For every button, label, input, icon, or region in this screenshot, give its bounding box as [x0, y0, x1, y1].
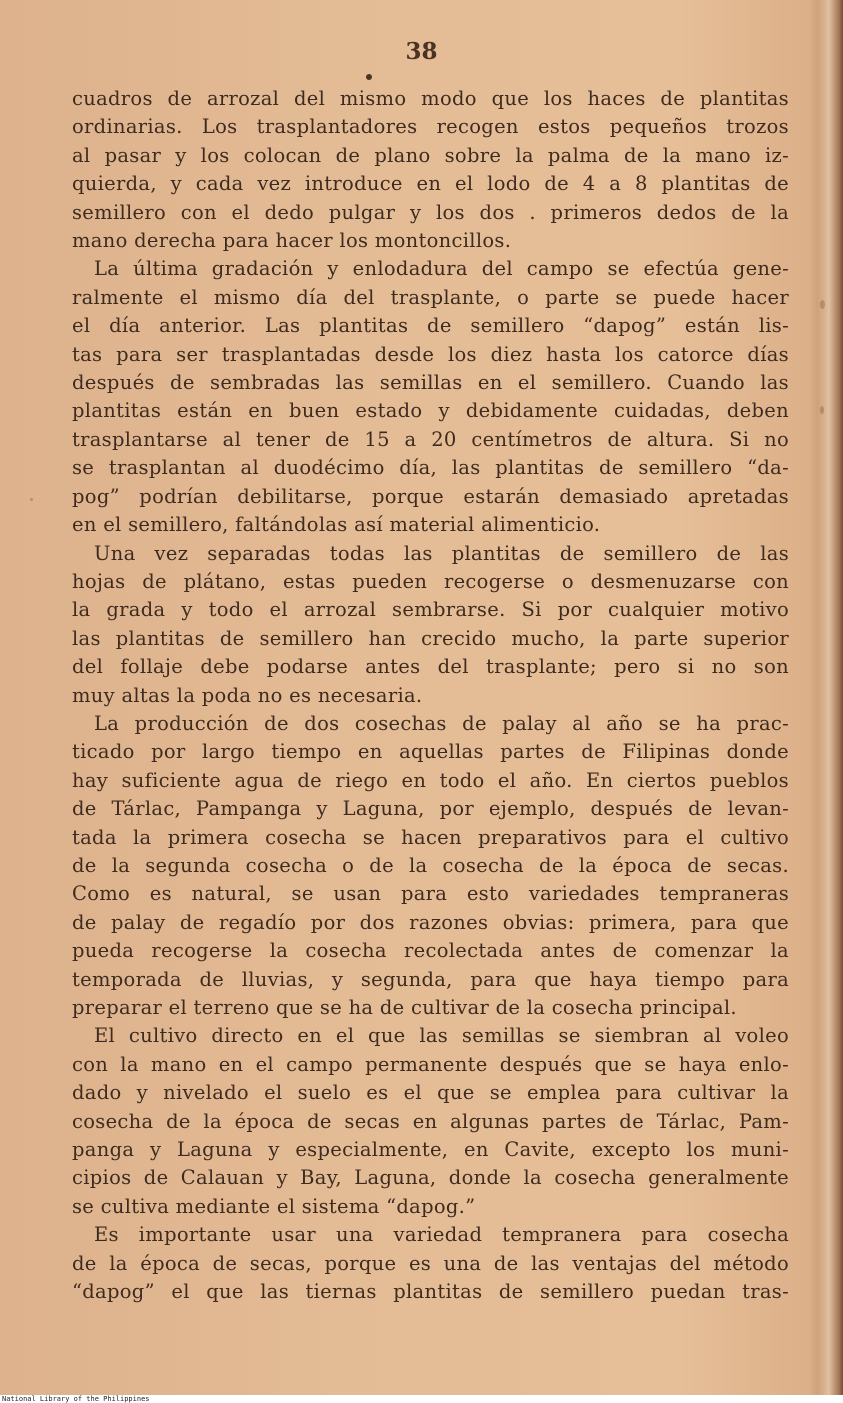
text-line: el día anterior. Las plantitas de semillero “dapog” están lis-	[72, 314, 789, 338]
text-line: al pasar y los colocan de plano sobre la palma de la mano iz-	[72, 143, 789, 167]
text-line: Como es natural, se usan para esto variedades tempraneras	[72, 882, 789, 906]
margin-mark	[30, 498, 33, 501]
text-line: ticado por largo tiempo en aquellas partes de Filipinas donde	[72, 740, 789, 764]
text-line: se trasplantan al duodécimo día, las plantitas de semillero “da-	[72, 456, 789, 480]
body-text	[72, 85, 789, 1306]
text-line: después de sembradas las semillas en el semillero. Cuando las	[72, 371, 789, 395]
text-line: El cultivo directo en el que las semillas se siembran al voleo	[94, 1024, 789, 1048]
text-line: de la época de secas, porque es una de las ventajas del método	[72, 1251, 789, 1275]
text-line: se cultiva mediante el sistema “dapog.”	[72, 1194, 476, 1218]
text-line: con la mano en el campo permanente después que se haya enlo-	[72, 1052, 789, 1076]
text-line: La producción de dos cosechas de palay al año se ha prac-	[94, 711, 789, 735]
text-line: de palay de regadío por dos razones obvias: primera, para que	[72, 910, 789, 934]
text-line: cipios de Calauan y Bay, Laguna, donde la cosecha generalmente	[72, 1166, 789, 1190]
text-line: cuadros de arrozal del mismo modo que los haces de plantitas	[72, 87, 789, 110]
text-line: temporada de lluvias, y segunda, para que haya tiempo para	[72, 967, 789, 991]
text-line: “dapog” el que las tiernas plantitas de semillero puedan tras-	[72, 1280, 789, 1304]
margin-mark	[820, 300, 825, 309]
text-line: semillero con el dedo pulgar y los dos . primeros dedos de la	[72, 200, 789, 224]
text-line: Es importante usar una variedad tempranera para cosecha	[94, 1223, 789, 1247]
text-line: las plantitas de semillero han crecido mucho, la parte superior	[72, 626, 789, 650]
text-line: en el semillero, faltándolas así material alimenticio.	[72, 513, 601, 537]
text-line: panga y Laguna y especialmente, en Cavite, excepto los muni-	[72, 1138, 789, 1162]
text-line: hay suficiente agua de riego en todo el año. En ciertos pueblos	[72, 768, 789, 792]
text-line: de la segunda cosecha o de la cosecha de la época de secas.	[72, 853, 789, 877]
ink-dot	[366, 74, 372, 80]
text-line: del follaje debe podarse antes del trasplante; pero si no son	[72, 655, 789, 679]
text-line: hojas de plátano, estas pueden recogerse o desmenuzarse con	[72, 569, 789, 593]
margin-mark	[820, 406, 824, 414]
text-line: muy altas la poda no es necesaria.	[72, 683, 423, 707]
text-line: preparar el terreno que se ha de cultivar de la cosecha principal.	[72, 996, 737, 1019]
text-line: pog” podrían debilitarse, porque estarán demasiado apretadas	[72, 484, 789, 508]
text-line: pueda recogerse la cosecha recolectada antes de comenzar la	[72, 939, 789, 963]
text-line: Una vez separadas todas las plantitas de semillero de las	[94, 541, 789, 565]
page-number: 38	[405, 38, 438, 65]
text-line: tada la primera cosecha se hacen preparativos para el cultivo	[72, 825, 789, 849]
library-footer: National Library of the Philippines	[0, 1395, 843, 1403]
text-line: tas para ser trasplantadas desde los diez hasta los catorce días	[72, 342, 789, 366]
text-line: ralmente el mismo día del trasplante, o parte se puede hacer	[72, 285, 789, 309]
text-line: dado y nivelado el suelo es el que se emplea para cultivar la	[72, 1081, 789, 1105]
text-line: La última gradación y enlodadura del campo se efectúa gene-	[94, 257, 789, 281]
text-line: ordinarias. Los trasplantadores recogen estos pequeños trozos	[72, 115, 789, 139]
text-line: mano derecha para hacer los montoncillos.	[72, 229, 512, 253]
text-line: plantitas están en buen estado y debidamente cuidadas, deben	[72, 399, 789, 423]
text-line: quierda, y cada vez introduce en el lodo de 4 a 8 plantitas de	[72, 172, 789, 196]
text-line: la grada y todo el arrozal sembrarse. Si por cualquier motivo	[72, 598, 789, 622]
text-line: cosecha de la época de secas en algunas partes de Tárlac, Pam-	[72, 1109, 789, 1133]
text-line: de Tárlac, Pampanga y Laguna, por ejemplo, después de levan-	[72, 797, 789, 821]
text-line: trasplantarse al tener de 15 a 20 centímetros de altura. Si no	[72, 427, 789, 451]
